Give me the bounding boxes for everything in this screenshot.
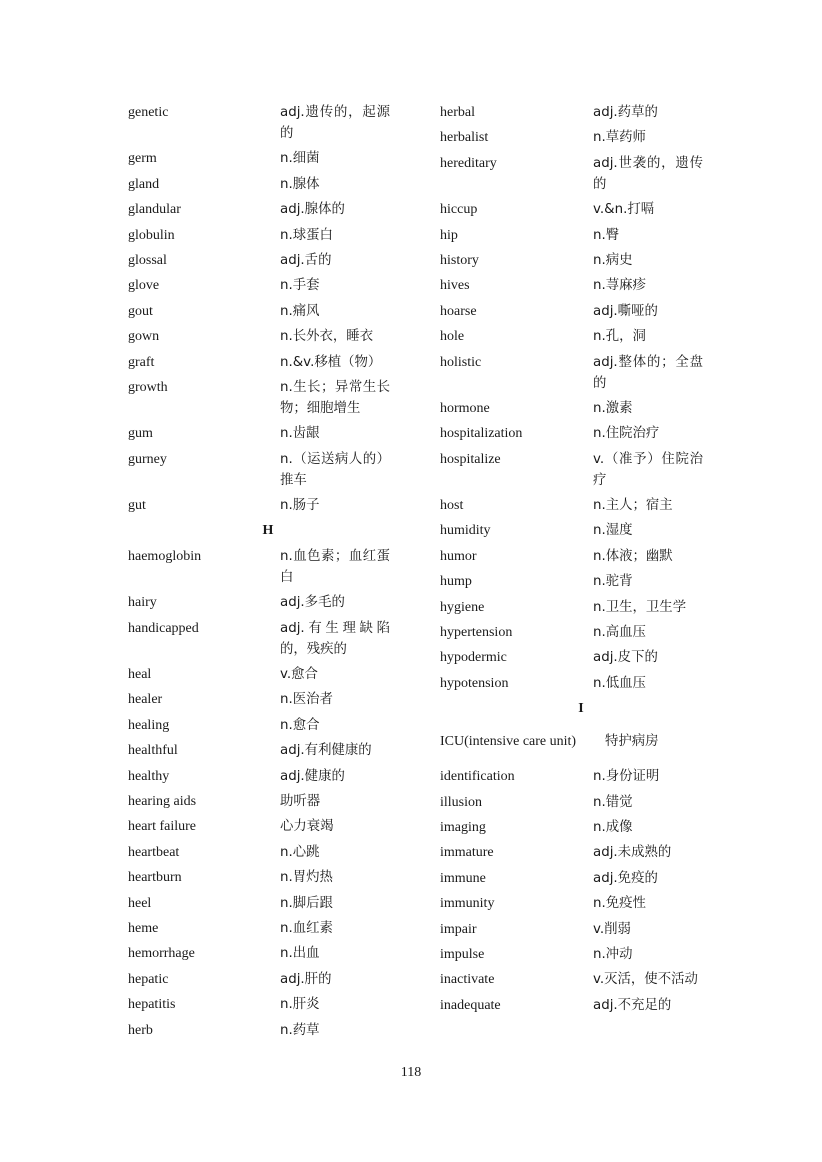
entry-definition: v.愈合 xyxy=(280,667,318,683)
entry-term: hairy xyxy=(128,595,157,611)
glossary-entry xyxy=(128,326,408,347)
entry-term: immune xyxy=(440,870,486,886)
entry-definition: n.湿度 xyxy=(593,523,633,539)
entry-definition: adj.肝的 xyxy=(280,971,332,987)
entry-term: heme xyxy=(128,920,159,936)
entry-term: inadequate xyxy=(440,997,501,1013)
glossary-entry xyxy=(440,731,722,752)
entry-definition: n.胃灼热 xyxy=(280,870,333,886)
entry-definition: adj.遗传的，起源的 xyxy=(280,105,390,141)
entry-definition: n.细菌 xyxy=(280,151,320,167)
glossary-entry xyxy=(128,377,408,419)
glossary-entry xyxy=(128,449,408,491)
entry-term: hole xyxy=(440,329,465,345)
glossary-entry xyxy=(128,423,408,444)
glossary-entry xyxy=(128,715,408,736)
glossary-entry xyxy=(440,520,722,541)
entry-term: hospitalize xyxy=(440,451,501,467)
entry-term: hepatic xyxy=(128,971,169,987)
glossary-entry xyxy=(440,995,722,1016)
glossary-entry xyxy=(128,918,408,939)
entry-definition: adj.整体的；全盘的 xyxy=(593,354,703,391)
glossary-entry xyxy=(128,791,408,812)
glossary-entry xyxy=(440,817,722,838)
entry-definition: v.削弱 xyxy=(593,921,631,937)
entry-definition: n.齿龈 xyxy=(280,426,320,442)
section-heading: H xyxy=(262,523,274,539)
entry-definition: adj.世袭的，遗传的 xyxy=(593,155,703,192)
entry-definition: v.灭活，使不活动 xyxy=(593,972,698,988)
glossary-entry xyxy=(128,174,408,195)
glossary-entry xyxy=(440,647,722,668)
entry-definition: n.病史 xyxy=(593,252,633,268)
glossary-entry xyxy=(440,571,722,592)
entry-definition: n.生长；异常生长物；细胞增生 xyxy=(280,379,390,416)
entry-term: hip xyxy=(440,227,458,243)
entry-term: herbalist xyxy=(440,130,489,146)
entry-term: illusion xyxy=(440,794,483,810)
glossary-entry xyxy=(128,867,408,888)
glossary-entry xyxy=(440,944,722,965)
glossary-entry xyxy=(128,816,408,837)
entry-term: hepatitis xyxy=(128,997,176,1013)
entry-definition: n.出血 xyxy=(280,946,320,962)
entry-definition: n.心跳 xyxy=(280,844,320,860)
glossary-entry xyxy=(440,102,722,123)
entry-definition: n.药草 xyxy=(280,1022,320,1038)
entry-term: hormone xyxy=(440,400,490,416)
glossary-entry xyxy=(128,250,408,271)
glossary-entry xyxy=(128,1020,408,1041)
entry-definition: n.主人；宿主 xyxy=(593,498,673,514)
entry-term: heel xyxy=(128,895,152,911)
glossary-entry xyxy=(128,618,408,660)
entry-term: herb xyxy=(128,1022,153,1038)
glossary-entry xyxy=(128,943,408,964)
entry-definition: n.臀 xyxy=(593,227,620,243)
glossary-entry xyxy=(440,250,722,271)
entry-term: haemoglobin xyxy=(128,548,202,564)
glossary-entry xyxy=(440,449,722,491)
glossary-entry xyxy=(440,622,722,643)
entry-definition: n.住院治疗 xyxy=(593,426,660,442)
glossary-entry xyxy=(440,842,722,863)
entry-term: gout xyxy=(128,303,153,319)
entry-definition: n.孔，洞 xyxy=(593,329,646,345)
entry-term: growth xyxy=(128,379,168,395)
entry-term: holistic xyxy=(440,354,482,370)
entry-term: graft xyxy=(128,354,155,370)
entry-definition: adj.免疫的 xyxy=(593,870,658,886)
entry-term: gown xyxy=(128,329,160,345)
entry-term: hypotension xyxy=(440,675,509,691)
glossary-entry xyxy=(128,592,408,613)
entry-definition: n.荨麻疹 xyxy=(593,278,646,294)
entry-term: glandular xyxy=(128,202,181,218)
entry-term: heart failure xyxy=(128,819,197,835)
glossary-entry xyxy=(128,740,408,761)
entry-definition: adj.药草的 xyxy=(593,105,658,120)
entry-definition: n.高血压 xyxy=(593,625,646,641)
glossary-entry xyxy=(128,148,408,169)
glossary-entry xyxy=(440,423,722,444)
entry-definition: n.血色素；血红蛋白 xyxy=(280,548,390,585)
entry-definition: v.&n.打嗝 xyxy=(593,202,655,218)
entry-definition: adj.腺体的 xyxy=(280,202,345,218)
entry-definition: n.痛风 xyxy=(280,303,320,319)
entry-term: healer xyxy=(128,692,163,708)
entry-term: hump xyxy=(440,574,472,590)
glossary-entry xyxy=(128,546,408,588)
glossary-entry xyxy=(440,597,722,618)
entry-definition: adj.未成熟的 xyxy=(593,845,672,861)
entry-definition: n.脚后跟 xyxy=(280,895,333,911)
page-number: 118 xyxy=(400,1065,422,1080)
glossary-entry xyxy=(440,495,722,516)
entry-term: hypertension xyxy=(440,625,513,641)
entry-definition: n.低血压 xyxy=(593,675,646,691)
entry-term: hypodermic xyxy=(440,650,507,666)
glossary-entry xyxy=(128,495,408,516)
glossary-entry xyxy=(440,127,722,148)
glossary-entry xyxy=(440,546,722,567)
entry-term: immature xyxy=(440,845,494,861)
entry-term: history xyxy=(440,252,479,268)
entry-term: glossal xyxy=(128,252,167,268)
glossary-entry xyxy=(440,969,722,990)
glossary-entry xyxy=(128,102,408,144)
entry-term: ICU(intensive care unit) xyxy=(440,734,577,750)
entry-definition: n.&v.移植（物） xyxy=(280,354,382,370)
entry-term: gut xyxy=(128,498,146,514)
entry-term: genetic xyxy=(128,105,169,120)
entry-term: heartburn xyxy=(128,870,182,886)
entry-term: globulin xyxy=(128,227,175,243)
entry-term: impair xyxy=(440,921,477,937)
entry-term: germ xyxy=(128,151,157,167)
glossary-entry xyxy=(128,689,408,710)
entry-definition: adj.皮下的 xyxy=(593,650,658,666)
entry-term: gum xyxy=(128,426,153,442)
glossary-entry xyxy=(440,919,722,940)
entry-definition: n.错觉 xyxy=(593,794,633,810)
entry-definition: n.手套 xyxy=(280,278,320,294)
entry-definition: adj.有生理缺陷的，残疾的 xyxy=(280,620,390,657)
glossary-entry xyxy=(128,352,408,373)
entry-definition: n.肝炎 xyxy=(280,997,320,1013)
entry-definition: v.（准予）住院治疗 xyxy=(593,451,703,488)
glossary-column-right xyxy=(440,102,722,1020)
entry-definition: 特护病房 xyxy=(605,734,659,750)
entry-term: handicapped xyxy=(128,620,199,636)
entry-term: hoarse xyxy=(440,303,477,319)
entry-term: hospitalization xyxy=(440,426,523,442)
entry-definition: adj.嘶哑的 xyxy=(593,303,658,319)
glossary-entry xyxy=(440,199,722,220)
entry-term: host xyxy=(440,498,464,514)
entry-definition: n.腺体 xyxy=(280,176,320,192)
glossary-entry xyxy=(440,673,722,694)
entry-term: gurney xyxy=(128,451,167,467)
entry-term: humidity xyxy=(440,523,491,539)
glossary-entry xyxy=(440,792,722,813)
entry-term: humor xyxy=(440,548,477,564)
glossary-entry xyxy=(440,766,722,787)
entry-definition: n.医治者 xyxy=(280,692,333,708)
glossary-entry xyxy=(440,225,722,246)
entry-definition: n.长外衣，睡衣 xyxy=(280,329,374,345)
glossary-entry xyxy=(128,199,408,220)
glossary-entry xyxy=(128,301,408,322)
entry-term: heal xyxy=(128,667,152,683)
entry-term: gland xyxy=(128,176,160,192)
entry-definition: n.卫生，卫生学 xyxy=(593,599,687,615)
entry-term: impulse xyxy=(440,946,485,962)
entry-term: heartbeat xyxy=(128,844,180,860)
entry-definition: n.免疫性 xyxy=(593,896,646,912)
entry-definition: n.球蛋白 xyxy=(280,227,333,243)
glossary-entry xyxy=(440,352,722,394)
glossary-entry xyxy=(440,893,722,914)
entry-definition: adj.舌的 xyxy=(280,252,332,268)
entry-definition: adj.有利健康的 xyxy=(280,743,372,759)
glossary-entry xyxy=(128,842,408,863)
entry-definition: adj.不充足的 xyxy=(593,997,672,1013)
entry-definition: n.（运送病人的）推车 xyxy=(280,451,390,488)
entry-term: glove xyxy=(128,278,160,294)
entry-term: hiccup xyxy=(440,202,478,218)
entry-definition: 心力衰竭 xyxy=(280,819,334,835)
entry-definition: 助听器 xyxy=(280,793,321,809)
entry-term: hives xyxy=(440,278,470,294)
glossary-entry xyxy=(440,868,722,889)
entry-definition: n.驼背 xyxy=(593,574,633,590)
entry-term: healing xyxy=(128,717,170,733)
entry-term: hemorrhage xyxy=(128,946,195,962)
entry-definition: n.草药师 xyxy=(593,130,646,146)
entry-definition: n.激素 xyxy=(593,400,633,416)
entry-term: immunity xyxy=(440,896,495,912)
entry-term: healthful xyxy=(128,743,178,759)
glossary-column-left xyxy=(128,102,408,1045)
entry-term: herbal xyxy=(440,105,475,120)
glossary-entry xyxy=(128,893,408,914)
entry-definition: adj.多毛的 xyxy=(280,595,345,611)
entry-definition: n.肠子 xyxy=(280,498,320,514)
glossary-entry xyxy=(128,969,408,990)
glossary-entry xyxy=(440,301,722,322)
entry-definition: adj.健康的 xyxy=(280,768,345,784)
section-heading: I xyxy=(578,701,584,717)
entry-term: hygiene xyxy=(440,599,485,615)
entry-term: imaging xyxy=(440,819,486,835)
glossary-entry xyxy=(128,225,408,246)
glossary-entry xyxy=(440,398,722,419)
entry-term: healthy xyxy=(128,768,170,784)
entry-definition: n.冲动 xyxy=(593,946,633,962)
glossary-entry xyxy=(128,275,408,296)
glossary-entry xyxy=(128,766,408,787)
glossary-entry xyxy=(440,153,722,195)
entry-definition: n.身份证明 xyxy=(593,769,660,785)
glossary-entry xyxy=(440,275,722,296)
entry-term: hearing aids xyxy=(128,793,197,809)
glossary-entry xyxy=(128,664,408,685)
glossary-entry xyxy=(128,994,408,1015)
entry-definition: n.成像 xyxy=(593,819,633,835)
entry-definition: n.愈合 xyxy=(280,717,320,733)
entry-definition: n.体液；幽默 xyxy=(593,548,673,564)
entry-term: inactivate xyxy=(440,972,495,988)
entry-definition: n.血红素 xyxy=(280,920,333,936)
entry-term: identification xyxy=(440,769,515,785)
glossary-entry xyxy=(440,326,722,347)
entry-term: hereditary xyxy=(440,155,497,171)
